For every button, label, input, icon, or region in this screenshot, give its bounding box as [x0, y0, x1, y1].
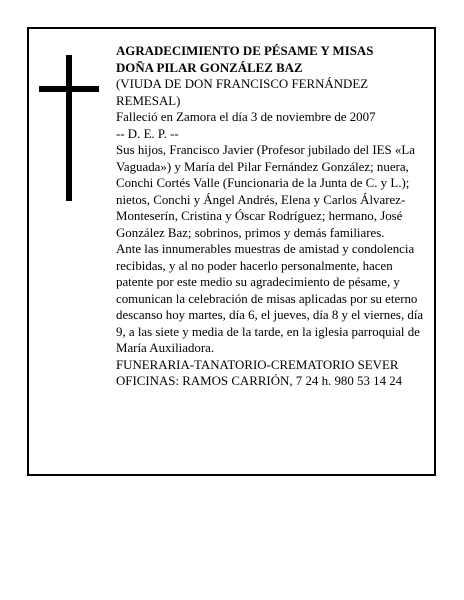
deceased-name: DOÑA PILAR GONZÁLEZ BAZ	[116, 60, 303, 75]
obituary-notice	[27, 27, 436, 476]
cross-horizontal-bar	[39, 86, 99, 92]
rest-in-peace: -- D. E. P. --	[116, 126, 179, 141]
notice-heading: AGRADECIMIENTO DE PÉSAME Y MISAS	[116, 44, 374, 58]
notice-body	[116, 43, 428, 390]
funeral-home: FUNERARIA-TANATORIO-CREMATORIO SEVER	[116, 357, 399, 372]
offices-contact: OFICINAS: RAMOS CARRIÓN, 7 24 h. 980 53 14 24	[116, 374, 403, 388]
cross-vertical-bar	[66, 55, 72, 201]
gratitude-paragraph: Ante las innumerables muestras de amistad y condolencia recibidas, y al no poder hacerlo personalmente, hacen patente por este medio su agradecimiento de pésame, y comunican la celebración de misas aplicadas por su eterno descanso hoy martes, día 6, el jueves, día 8 y el viernes, día 9, a las siete y media de la tarde, en la iglesia parroquial de María Auxiliadora.	[116, 242, 424, 355]
death-info: Falleció en Zamora el día 3 de noviembre de 2007	[116, 110, 376, 124]
family-paragraph: Sus hijos, Francisco Javier (Profesor jubilado del IES «La Vaguada») y María del Pilar Fernández González; nuera, Conchi Cortés Valle (Funcionaria de la Junta de C. y L.); nietos, Conchi y Ángel Andrés, Elena y Carlos Álvarez-Monteserín, Cristina y Óscar Rodríguez; hermano, José González Baz; sobrinos, primos y demás familiares.	[116, 143, 415, 240]
cross-icon	[39, 55, 99, 201]
widow-of: (VIUDA DE DON FRANCISCO FERNÁNDEZ REMESAL)	[116, 77, 369, 108]
